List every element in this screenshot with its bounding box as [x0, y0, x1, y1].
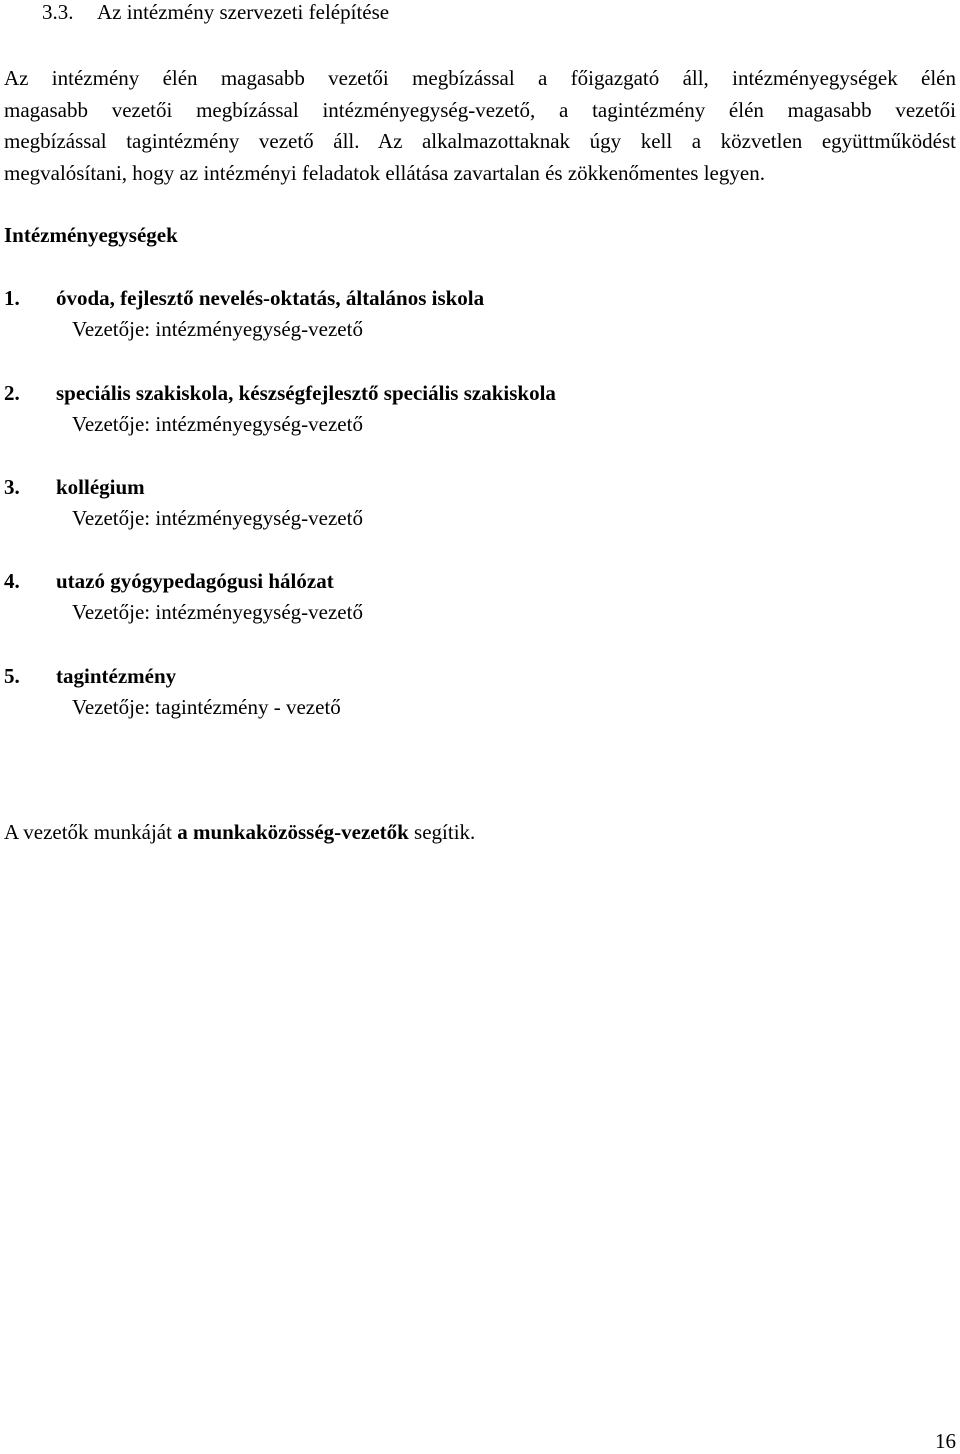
section-heading [42, 0, 389, 25]
closing-bold: a munkaközösség-vezetők [177, 820, 409, 844]
intro-line: megvalósítani, hogy az intézményi feladatok ellátása zavartalan és zökkenőmentes legyen. [4, 160, 765, 185]
unit-title [4, 474, 363, 500]
unit-leader: Vezetője: intézményegység-vezető [72, 506, 363, 530]
intro-line: megbízással tagintézmény vezető áll. Az alkalmazottaknak úgy kell a közvetlen együttműködést [4, 129, 956, 153]
unit-leader: Vezetője: intézményegység-vezető [72, 412, 363, 436]
unit-title [4, 285, 484, 311]
closing-prefix: A vezetők munkáját [4, 820, 178, 844]
unit-number: 3. [4, 475, 20, 499]
unit-name: kollégium [56, 475, 145, 499]
intro-line: magasabb vezetői megbízással intézményegység-vezető, a tagintézmény élén magasabb vezetői [4, 97, 956, 122]
unit-name: óvoda, fejlesztő nevelés-oktatás, általános iskola [56, 286, 485, 310]
unit-name: utazó gyógypedagógusi hálózat [56, 569, 334, 593]
unit-title [4, 380, 556, 406]
unit-number: 5. [4, 664, 20, 688]
unit-leader: Vezetője: tagintézmény - vezető [72, 695, 341, 719]
closing-suffix: segítik. [408, 820, 476, 844]
closing-sentence [4, 819, 475, 845]
unit-title [4, 568, 363, 594]
unit-title [4, 663, 341, 689]
section-title: Az intézmény szervezeti felépítése [97, 0, 390, 24]
intro-line: Az intézmény élén magasabb vezetői megbízással a főigazgató áll, intézményegységek élén [4, 66, 956, 90]
page-number: 16 [935, 1429, 956, 1453]
intro-paragraph [4, 63, 956, 189]
unit-name: tagintézmény [56, 664, 177, 688]
unit-leader: Vezetője: intézményegység-vezető [72, 317, 363, 341]
unit-number: 4. [4, 569, 20, 593]
unit-number: 2. [4, 381, 20, 405]
section-number: 3.3. [42, 0, 74, 24]
unit-item [4, 663, 341, 720]
unit-name: speciális szakiskola, készségfejlesztő speciális szakiskola [56, 381, 556, 405]
unit-item [4, 474, 363, 531]
unit-number: 1. [4, 286, 20, 310]
unit-item [4, 380, 556, 437]
unit-leader: Vezetője: intézményegység-vezető [72, 600, 363, 624]
unit-item [4, 285, 484, 342]
units-heading: Intézményegységek [4, 223, 178, 247]
unit-item [4, 568, 363, 625]
